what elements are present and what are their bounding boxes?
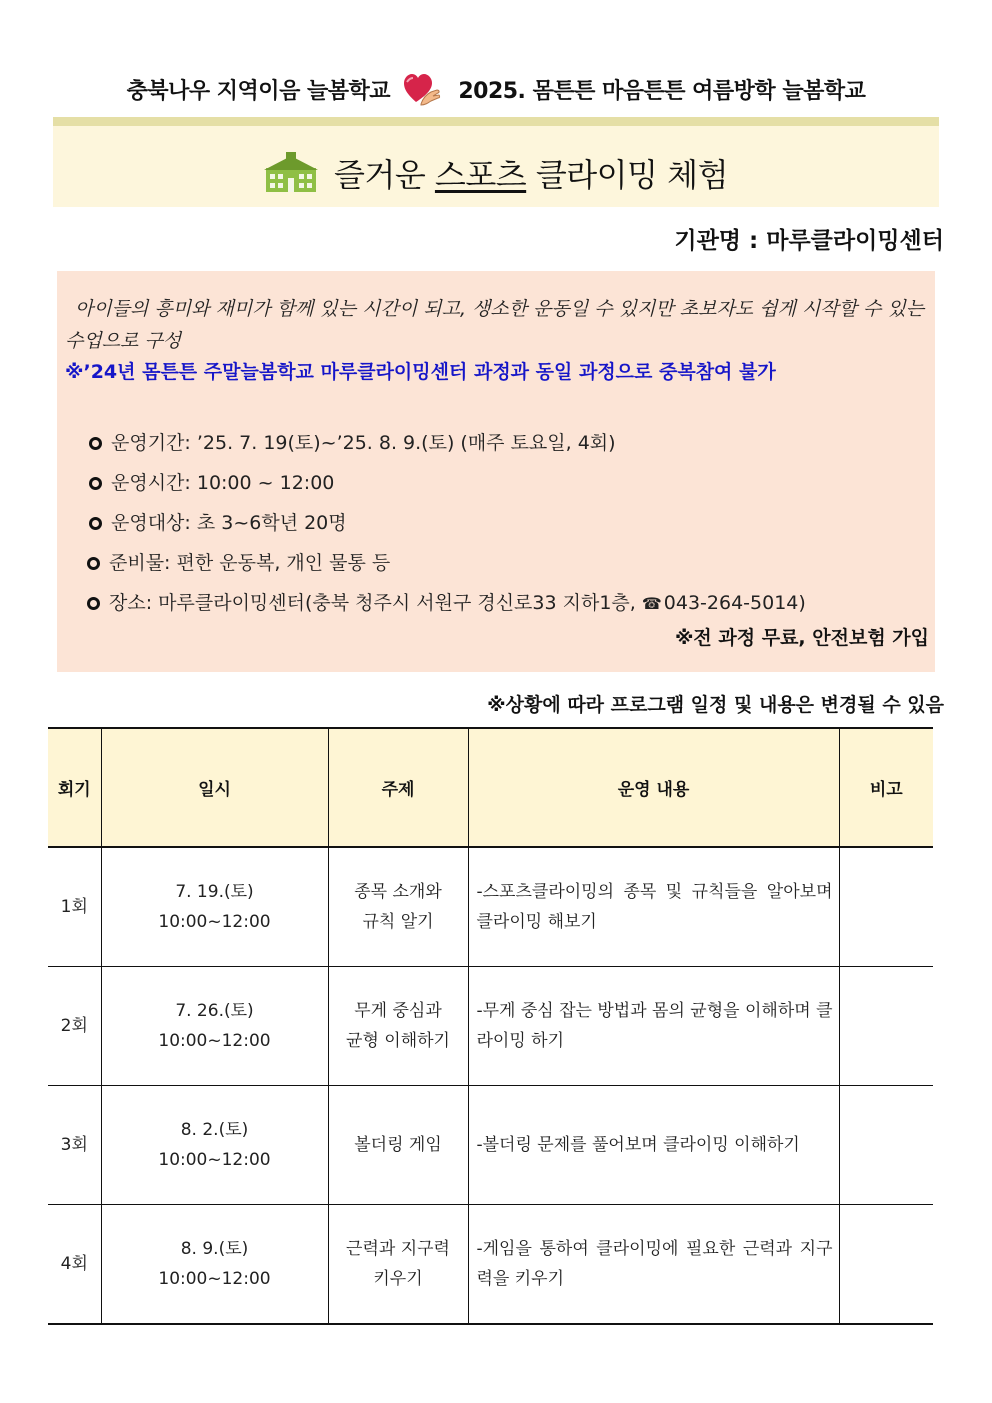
duplicate-notice: ※’24년 몸튼튼 주말늘봄학교 마루클라이밍센터 과정과 동일 과정으로 중복참여 불가 xyxy=(65,361,776,383)
table-row xyxy=(48,1205,933,1325)
cell-topic: 무게 중심과 균형 이해하기 xyxy=(328,967,468,1086)
header-date: 일시 xyxy=(101,728,328,847)
cell-note xyxy=(839,1205,933,1325)
document-header xyxy=(0,72,992,112)
cell-session: 3회 xyxy=(48,1086,101,1205)
bullet-circle-icon xyxy=(87,557,100,570)
cell-content: -게임을 통하여 클라이밍에 필요한 근력과 지구력을 키우기 xyxy=(468,1205,839,1325)
bullet-target: 운영대상: 초 3~6학년 20명 xyxy=(89,508,347,535)
bullet-circle-icon xyxy=(89,477,102,490)
heart-hand-icon xyxy=(403,72,441,112)
cell-content: -볼더링 문제를 풀어보며 클라이밍 이해하기 xyxy=(468,1086,839,1205)
title-underlined: 스포츠 xyxy=(434,156,527,194)
title-prefix: 즐거운 xyxy=(334,156,435,194)
schedule-table xyxy=(48,727,933,1325)
table-row xyxy=(48,1086,933,1205)
title-banner xyxy=(53,117,939,207)
header-topic: 주제 xyxy=(328,728,468,847)
bullet-location: 장소: 마루클라이밍센터(충북 청주시 서원구 경신로33 지하1층, ☎ 043-264-5014) xyxy=(87,588,806,615)
intro-text: 아이들의 흥미와 재미가 함께 있는 시간이 되고, 생소한 운동일 수 있지만 초보자도 쉽게 시작할 수 있는 수업으로 구성 xyxy=(65,298,925,352)
header-left-text: 충북나우 지역이음 늘봄학교 xyxy=(126,79,390,104)
cell-topic: 볼더링 게임 xyxy=(328,1086,468,1205)
cell-content: -스포츠클라이밍의 종목 및 규칙들을 알아보며 클라이밍 해보기 xyxy=(468,847,839,967)
cell-session: 4회 xyxy=(48,1205,101,1325)
bullet-supplies: 준비물: 편한 운동복, 개인 물통 등 xyxy=(87,548,390,575)
cell-topic: 근력과 지구력 키우기 xyxy=(328,1205,468,1325)
table-row xyxy=(48,967,933,1086)
header-content: 운영 내용 xyxy=(468,728,839,847)
cell-note xyxy=(839,847,933,967)
school-icon xyxy=(264,152,318,202)
organization-name: 기관명 : 마루클라이밍센터 xyxy=(674,228,944,254)
cell-note xyxy=(839,967,933,1086)
title-suffix: 클라이밍 체험 xyxy=(526,156,728,194)
phone-icon: ☎ xyxy=(641,594,662,613)
header-session: 회기 xyxy=(48,728,101,847)
cell-datetime: 8. 2.(토) 10:00~12:00 xyxy=(101,1086,328,1205)
cell-session: 1회 xyxy=(48,847,101,967)
cell-datetime: 7. 19.(토) 10:00~12:00 xyxy=(101,847,328,967)
cell-session: 2회 xyxy=(48,967,101,1086)
cell-topic: 종목 소개와 규칙 알기 xyxy=(328,847,468,967)
program-info-box xyxy=(57,271,935,672)
page-title xyxy=(53,150,939,202)
cell-content: -무게 중심 잡는 방법과 몸의 균형을 이해하며 클라이밍 하기 xyxy=(468,967,839,1086)
cell-datetime: 7. 26.(토) 10:00~12:00 xyxy=(101,967,328,1086)
bullet-circle-icon xyxy=(89,437,102,450)
cell-datetime: 8. 9.(토) 10:00~12:00 xyxy=(101,1205,328,1325)
bullet-period: 운영기간: ’25. 7. 19(토)~’25. 8. 9.(토) (매주 토요일, 4회) xyxy=(89,428,616,455)
table-header-row xyxy=(48,728,933,847)
bullet-circle-icon xyxy=(89,517,102,530)
free-note: ※전 과정 무료, 안전보험 가입 xyxy=(674,627,929,649)
change-notice: ※상황에 따라 프로그램 일정 및 내용은 변경될 수 있음 xyxy=(487,694,944,716)
table-row xyxy=(48,847,933,967)
bullet-time: 운영시간: 10:00 ~ 12:00 xyxy=(89,468,334,495)
header-right-text: 2025. 몸튼튼 마음튼튼 여름방학 늘봄학교 xyxy=(458,79,866,104)
cell-note xyxy=(839,1086,933,1205)
bullet-circle-icon xyxy=(87,597,100,610)
header-note: 비고 xyxy=(839,728,933,847)
